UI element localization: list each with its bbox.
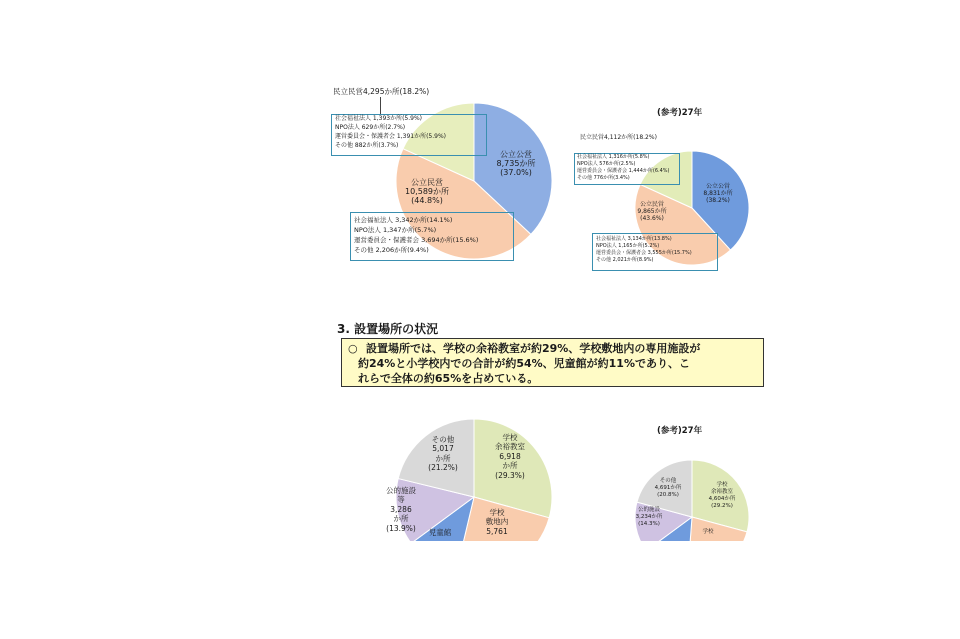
pie1-komin-label: 公立民営 10,589か所 (44.8%) xyxy=(405,178,449,206)
pie2-komin-row: 運営委員会・保護者会 3,555か所(15.7%) xyxy=(596,250,692,256)
pie3-other-label: その他 5,017 か所 (21.2%) xyxy=(428,435,458,473)
notice-box xyxy=(341,338,764,387)
section-title: 3. 設置場所の状況 xyxy=(337,322,439,336)
pie2-min-row: NPO法人 576か所(2.5%) xyxy=(577,161,636,167)
pie1-leader-line xyxy=(380,97,381,115)
page-bottom-margin xyxy=(0,541,960,639)
pie4-site-label: 学校 xyxy=(702,529,714,535)
pie1-komin-row: NPO法人 1,347か所(5.7%) xyxy=(354,226,437,234)
pie1-koko-label: 公立公営 8,735か所 (37.0%) xyxy=(496,150,536,178)
pie3-public-label: 公的施設 等 3,286 か所 (13.9%) xyxy=(386,486,416,533)
notice-text: れらで全体の約65%を占めている。 xyxy=(358,372,539,385)
pie3-school-label: 学校 余裕教室 6,918 か所 (29.3%) xyxy=(495,433,525,480)
pie3-site-label: 学校 敷地内 5,761 xyxy=(485,508,509,536)
pie1-min-row: 運営委員会・保護者会 1,391か所(5.9%) xyxy=(335,133,447,140)
pie3-jido-label: 児童館 xyxy=(428,528,452,537)
pie4-ref-title: (参考)27年 xyxy=(657,426,703,436)
pie1-komin-row: その他 2,206か所(9.4%) xyxy=(354,246,429,254)
pie2-min-row: その他 776か所(3.4%) xyxy=(577,175,630,181)
pie2-koko-label: 公立公営 8,831か所 (38.2%) xyxy=(703,183,733,204)
pie1-min-row: 社会福祉法人 1,393か所(5.9%) xyxy=(335,115,423,122)
pie2-komin-row: NPO法人 1,165か所(5.2%) xyxy=(596,243,660,249)
pie2-min-label: 民立民営4,112か所(18.2%) xyxy=(580,134,657,141)
pie2-komin-label: 公立民営 9,865か所 (43.6%) xyxy=(637,201,667,222)
pie2-komin-row: その他 2,021か所(8.9%) xyxy=(596,257,654,263)
pie1-min-row: NPO法人 629か所(2.7%) xyxy=(335,124,406,131)
pie1-min-label: 民立民営4,295か所(18.2%) xyxy=(333,87,430,96)
pie2-min-row: 運営委員会・保護者会 1,444か所(6.4%) xyxy=(577,168,670,174)
pie4-public-label: 公的施設 3,234か所 (14.3%) xyxy=(635,507,663,528)
pie2-min-row: 社会福祉法人 1,316か所(5.8%) xyxy=(577,154,650,160)
pie1-min-row: その他 882か所(3.7%) xyxy=(335,142,399,149)
pie4-school-label: 学校 余裕教室 4,604か所 (29.2%) xyxy=(708,482,736,510)
notice-text: 約24%と小学校内での合計が約54%、児童館が約11%であり、こ xyxy=(358,357,690,370)
pie1-komin-row: 運営委員会・保護者会 3,694か所(15.6%) xyxy=(354,236,479,244)
circle-bullet-icon: ○ xyxy=(348,342,358,355)
pie2-komin-row: 社会福祉法人 3,134か所(13.8%) xyxy=(596,236,672,242)
pie4-other-label: その他 4,691か所 (20.8%) xyxy=(654,478,682,499)
pie1-komin-row: 社会福祉法人 3,342か所(14.1%) xyxy=(354,216,453,224)
notice-text: 設置場所では、学校の余裕教室が約29%、学校敷地内の専用施設が xyxy=(366,342,701,355)
pie2-ref-title: (参考)27年 xyxy=(657,108,703,118)
